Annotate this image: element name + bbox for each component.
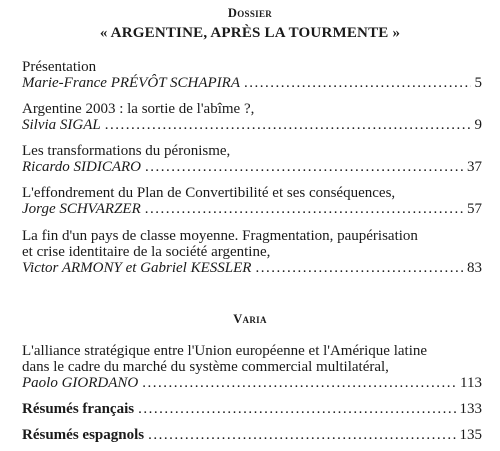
toc-entry-resumes-espagnols[interactable]: [22, 427, 482, 443]
entry-page-number: 37: [467, 159, 482, 175]
entry-author: Jorge SCHVARZER: [22, 201, 141, 217]
leader-dots: [142, 375, 456, 391]
toc-entry-alliance-strategique[interactable]: [22, 343, 482, 391]
leader-dots: [244, 75, 470, 91]
leader-dots: [105, 117, 471, 133]
entry-author: Paolo GIORDANO: [22, 375, 139, 391]
entry-page-number: 57: [467, 201, 482, 217]
leader-dots: [138, 401, 455, 417]
entry-page-number: 135: [459, 427, 482, 443]
toc-entry-convertibilite[interactable]: [22, 185, 482, 217]
entry-title: L'effondrement du Plan de Convertibilité et ses conséquences,: [22, 185, 396, 201]
leader-dots: [148, 427, 455, 443]
entry-page-number: 9: [474, 117, 482, 133]
entry-page-number: 83: [467, 260, 482, 276]
varia-label: Varia: [233, 312, 267, 326]
entry-page-number: 5: [474, 75, 482, 91]
entry-author: Silvia SIGAL: [22, 117, 101, 133]
toc-entry-argentine-2003[interactable]: [22, 101, 482, 133]
toc-entry-presentation[interactable]: [22, 59, 482, 91]
toc-entry-classe-moyenne[interactable]: [22, 228, 482, 276]
entry-author: Ricardo SIDICARO: [22, 159, 142, 175]
entry-page-number: 133: [459, 401, 482, 417]
dossier-title: « ARGENTINE, APRÈS LA TOURMENTE »: [99, 25, 401, 41]
toc-entry-peronisme[interactable]: [22, 143, 482, 175]
entry-title: Résumés français: [22, 401, 135, 417]
entry-author: Marie-France PRÉVÔT SCHAPIRA: [22, 75, 241, 91]
toc-entry-resumes-francais[interactable]: [22, 401, 482, 417]
leader-dots: [145, 201, 463, 217]
entry-author: Victor ARMONY et Gabriel KESSLER: [22, 260, 252, 276]
entry-title: Présentation: [22, 59, 97, 75]
leader-dots: [255, 260, 463, 276]
entry-page-number: 113: [460, 375, 482, 391]
entry-title: Argentine 2003 : la sortie de l'abîme ?,: [22, 101, 255, 117]
entry-title-line-1: L'alliance stratégique entre l'Union européenne et l'Amérique latine: [22, 343, 428, 359]
entry-title-line-2: dans le cadre du marché du système commercial multilatéral,: [22, 359, 389, 375]
entry-title: Les transformations du péronisme,: [22, 143, 231, 159]
entry-title-line-2: et crise identitaire de la société argentine,: [22, 244, 271, 260]
dossier-label: Dossier: [227, 6, 273, 20]
entry-title: Résumés espagnols: [22, 427, 145, 443]
leader-dots: [145, 159, 463, 175]
entry-title-line-1: La fin d'un pays de classe moyenne. Fragmentation, paupérisation: [22, 228, 418, 244]
